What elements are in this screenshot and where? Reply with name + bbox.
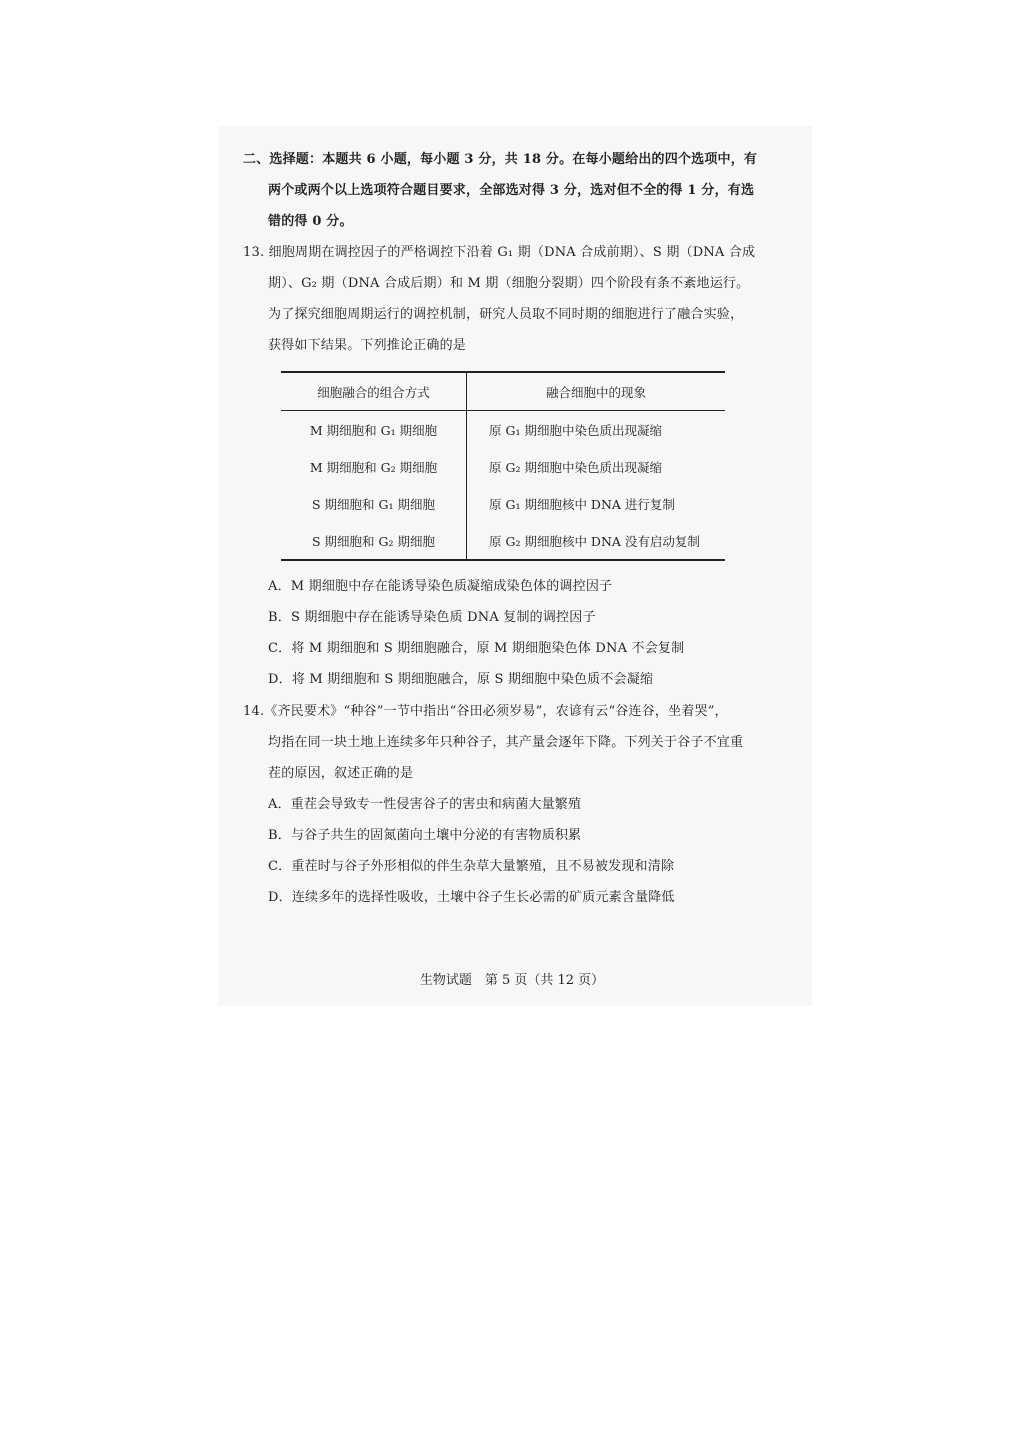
q13-stem-line-2: 期）、G₂ 期（DNA 合成后期）和 M 期（细胞分裂期）四个阶段有条不紊地运行。 — [268, 276, 750, 291]
q14-option-b: B．与谷子共生的固氮菌向土壤中分泌的有害物质积累 — [268, 828, 582, 843]
table-header-phenomenon: 融合细胞中的现象 — [545, 384, 646, 400]
q13-option-c: C．将 M 期细胞和 S 期细胞融合，原 M 期细胞染色体 DNA 不会复制 — [268, 641, 685, 656]
cell-fusion-table — [281, 371, 725, 561]
section-heading-line-1: 二、选择题：本题共 6 小题，每小题 3 分，共 18 分。在每小题给出的四个选项中，有 — [243, 152, 758, 167]
q14-option-c: C．重茬时与谷子外形相似的伴生杂草大量繁殖，且不易被发现和清除 — [268, 859, 675, 874]
table-cell-phenomenon: 原 G₁ 期细胞中染色质出现凝缩 — [489, 422, 662, 438]
q14-stem-line-3: 茬的原因，叙述正确的是 — [268, 766, 414, 781]
table-cell-combination: S 期细胞和 G₁ 期细胞 — [281, 485, 467, 522]
q13-option-d: D．将 M 期细胞和 S 期细胞融合，原 S 期细胞中染色质不会凝缩 — [268, 672, 654, 687]
page-footer: 生物试题 第 5 页（共 12 页） — [419, 973, 605, 988]
q13-option-a: A．M 期细胞中存在能诱导染色质凝缩成染色体的调控因子 — [268, 579, 613, 594]
table-header-combination: 细胞融合的组合方式 — [281, 372, 467, 411]
q14-option-a: A．重茬会导致专一性侵害谷子的害虫和病菌大量繁殖 — [268, 797, 582, 812]
table-cell-phenomenon: 原 G₁ 期细胞核中 DNA 进行复制 — [489, 496, 675, 512]
q14-stem-line-1: 14.《齐民要术》“种谷”一节中指出“谷田必须岁易”，农谚有云“谷连谷，坐着哭”， — [243, 704, 728, 719]
table-cell-combination: M 期细胞和 G₂ 期细胞 — [281, 448, 467, 485]
table-cell-combination: M 期细胞和 G₁ 期细胞 — [281, 411, 467, 449]
q13-stem-line-1: 13. 细胞周期在调控因子的严格调控下沿着 G₁ 期（DNA 合成前期）、S 期（DNA 合成 — [243, 245, 756, 260]
table-row — [281, 485, 725, 522]
table-cell-combination: S 期细胞和 G₂ 期细胞 — [281, 522, 467, 560]
section-heading-line-2: 两个或两个以上选项符合题目要求，全部选对得 3 分，选对但不全的得 1 分，有选 — [268, 183, 755, 198]
q14-stem-line-2: 均指在同一块土地上连续多年只种谷子，其产量会逐年下降。下列关于谷子不宜重 — [268, 735, 744, 750]
table-row — [281, 411, 725, 449]
q13-stem-line-4: 获得如下结果。下列推论正确的是 — [268, 338, 467, 353]
q13-stem-line-3: 为了探究细胞周期运行的调控机制，研究人员取不同时期的细胞进行了融合实验， — [268, 307, 744, 322]
section-heading-line-3: 错的得 0 分。 — [268, 214, 353, 229]
table-cell-phenomenon: 原 G₂ 期细胞核中 DNA 没有启动复制 — [489, 533, 700, 549]
table-header-row — [281, 372, 725, 411]
table-cell-phenomenon: 原 G₂ 期细胞中染色质出现凝缩 — [489, 459, 662, 475]
q13-option-b: B．S 期细胞中存在能诱导染色质 DNA 复制的调控因子 — [268, 610, 596, 625]
table-row — [281, 448, 725, 485]
q14-option-d: D．连续多年的选择性吸收，土壤中谷子生长必需的矿质元素含量降低 — [268, 890, 675, 905]
table-row — [281, 522, 725, 560]
